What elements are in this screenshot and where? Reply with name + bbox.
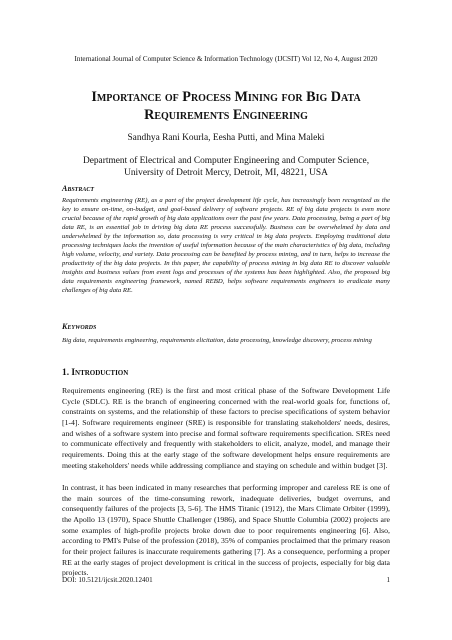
introduction-paragraph-1: Requirements engineering (RE) is the first and most critical phase of the Software Development Life Cycle (SDLC). RE is the branch of engineering concerned with the real-world goals for, functions of, constraints on systems, and the relationship of these factors to precise specifications of system behavior [1-4]. Software requirements engineer (SRE) is responsible for translating stakeholders' needs, desires, and wishes of a software system into precise and formal software requirements specification. SREs need to communicate effectively and frequently with stakeholders to elicit, analyze, model, and manage their requirements. Doing this at the early stage of the software development helps ensure requirements are meeting stakeholders' needs while addressing compliance and staying on schedule and within budget [3]. <box>62 386 390 470</box>
keywords-heading: Keywords <box>62 322 97 331</box>
introduction-heading: 1. Introduction <box>62 368 129 378</box>
paper-authors: Sandhya Rani Kourla, Eesha Putti, and Mina Maleki <box>127 133 325 143</box>
keywords-text: Big data, requirements engineering, requirements elicitation, data processing, knowledge discovery, process mining <box>62 337 372 344</box>
paper-affiliation <box>62 156 390 179</box>
paper-title <box>50 88 402 124</box>
affiliation-line-2: University of Detroit Mercy, Detroit, MI, 48221, USA <box>124 167 328 178</box>
introduction-paragraph-2: In contrast, it has been indicated in many researches that performing improper and careless RE is one of the main sources of the time-consuming rework, inadequate deliveries, budget overruns, and consequently failures of the projects [3, 5-6]. The HMS Titanic (1912), the Mars Climate Orbiter (1999), the Apollo 13 (1970), Space Shuttle Challenger (1986), and Space Shuttle Columbia (2002) projects are some examples of high-profile projects broke down due to poor requirements engineering [6]. Also, according to PMI's Pulse of the profession (2018), 35% of companies proclaimed that the primary reason for their project failures is inaccurate requirements gathering [7]. As a consequence, performing a proper RE at the early stages of project development is critical in the success of projects, especially for big data projects. <box>62 483 390 578</box>
paper-title-line-1: Importance of Process Mining for Big Data <box>91 89 361 105</box>
journal-header: International Journal of Computer Science & Information Technology (IJCSIT) Vol 12, No 4, August 2020 <box>74 55 378 63</box>
abstract-heading: Abstract <box>62 184 95 193</box>
page-number: 1 <box>386 576 390 584</box>
abstract-text: Requirements engineering (RE), as a part of the project development life cycle, has increasingly been recognized as the key to ensure on-time, on-budget, and goal-based delivery of software projects. RE of big data projects is even more crucial because of the rapid growth of big data applications over the past few years. Data processing, being a part of big data RE, is an essential job in driving big data RE process successfully. Business can be overwhelmed by data and underwhelmed by the information so, data processing is very critical in big data projects. Employing traditional data processing techniques lacks the invention of useful information because of the main characteristics of big data, including high volume, velocity, and variety. Data processing can be benefited by process mining, and in turn, helps to increase the productivity of the big data projects. In this paper, the capability of process mining in big data RE to discover valuable insights and business values from event logs and processes of the systems has been highlighted. Also, the proposed big data requirements engineering framework, named REBD, helps software requirements engineers to eradicate many challenges of big data RE. <box>62 197 390 295</box>
paper-title-line-2: Requirements Engineering <box>144 107 308 123</box>
footer-doi: DOI: 10.5121/ijcsit.2020.12401 <box>62 576 153 584</box>
affiliation-line-1: Department of Electrical and Computer Engineering and Computer Science, <box>82 156 370 166</box>
